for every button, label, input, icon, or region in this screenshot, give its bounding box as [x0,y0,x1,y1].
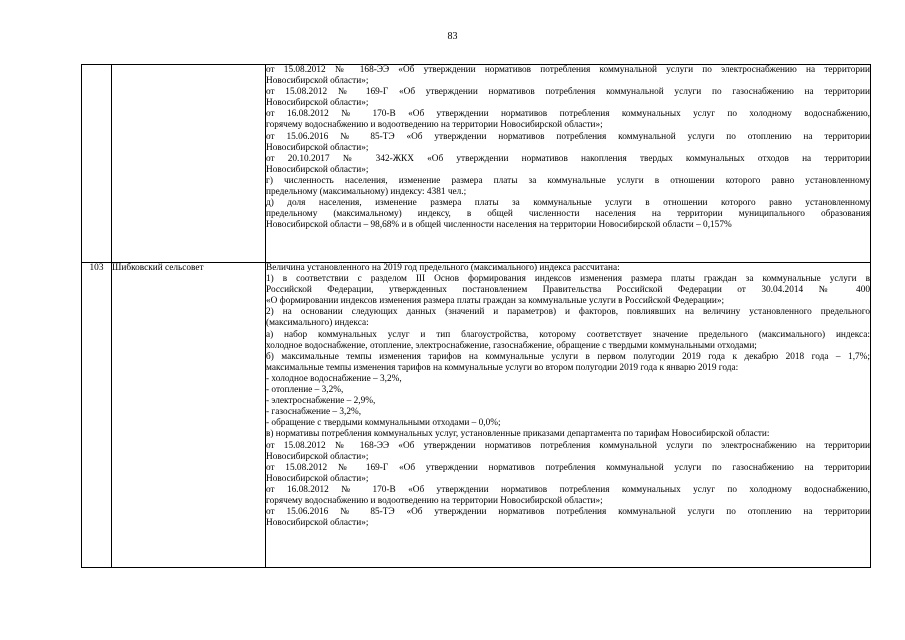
text-line: (максимального) индекса: [266,318,369,329]
table-row [82,263,871,568]
text-line: Российской Федерации, утвержденных постановлением Правительства Российской Федерации от 30.04.2014 № 400 [266,285,870,296]
document-table [81,64,871,568]
text-line: предельному (максимальному) индексу: 4381 чел.; [266,187,467,198]
municipality-name-cell [112,65,266,263]
text-line: от 15.08.2012 № 169-Г «Об утверждении нормативов потребления коммунальной услуги по газоснабжению на территории [266,462,870,473]
text-line: от 15.06.2016 № 85-ТЭ «Об утверждении нормативов потребления коммунальной услуги по отоплению на территории [266,507,870,518]
text-line: горячему водоснабжению и водоотведению на территории Новосибирской области»; [266,120,603,131]
text-line: Новосибирской области»; [266,142,369,153]
text-line: максимальные темпы изменения тарифов на коммунальные услуги во втором полугодии 2019 года к январю 2019 года: [266,362,739,373]
municipality-name-cell: Шибковский сельсовет [112,263,266,568]
row-number-cell [82,65,112,263]
text-line: а) набор коммунальных услуг и тип благоустройства, которому соответствует значение предельного (максимального) индекса: [266,329,870,340]
text-line: от 15.08.2012 № 169-Г «Об утверждении нормативов потребления коммунальной услуги по газоснабжению на территории [266,87,870,98]
text-line: от 15.06.2016 № 85-ТЭ «Об утверждении нормативов потребления коммунальной услуги по отоплению на территории [266,131,870,142]
row-content-cell [266,65,871,263]
text-line: в) нормативы потребления коммунальных услуг, установленные приказами департамента по тарифам Новосибирской области: [266,429,770,440]
text-line: Новосибирской области – 98,68% и в общей численности населения на территории Новосибирской области – 0,157% [266,220,732,231]
text-line: Новосибирской области»; [266,98,369,109]
text-line: Новосибирской области»; [266,76,369,87]
text-line: г) численность населения, изменение размера платы за коммунальные услуги в отношении которого равно установленному [266,175,870,186]
text-line: от 20.10.2017 № 342-ЖКХ «Об утверждении нормативов накопления твердых коммунальных отходов на территории [266,153,870,164]
text-line: от 16.08.2012 № 170-В «Об утверждении нормативов потребления коммунальных услуг по холодному водоснабжению, [266,109,870,120]
text-line: Величина установленного на 2019 год предельного (максимального) индекса рассчитана: [266,263,620,273]
table-row [82,65,871,263]
text-line: холодное водоснабжение, отопление, электроснабжение, газоснабжение, обращение с твердыми коммунальными отходами; [266,340,757,351]
text-line: предельному (максимальному) индексу, в общей численности населения на территории муниципального образования [266,209,870,220]
text-line: - холодное водоснабжение – 3,2%, [266,373,402,384]
text-line: от 15.08.2012 № 168-ЭЭ «Об утверждении нормативов потребления коммунальной услуги по электроснабжению на территории [266,440,870,451]
text-line: - отопление – 3,2%, [266,385,344,396]
text-line: д) доля населения, изменение размера платы за коммунальные услуги в отношении которого равно установленному [266,198,870,209]
text-line: горячему водоснабжению и водоотведению на территории Новосибирской области»; [266,495,603,506]
text-line: 2) на основании следующих данных (значений и параметров) и факторов, повлиявших на величину установленного предельного [266,307,870,318]
text-line: Новосибирской области»; [266,473,369,484]
text-line: «О формировании индексов изменения размера платы граждан за коммунальные услуги в Российской Федерации»; [266,296,725,307]
row-content-cell [266,263,871,568]
text-line: - электроснабжение – 2,9%, [266,396,376,407]
text-line: Новосибирской области»; [266,164,369,175]
text-line: - обращение с твердыми коммунальными отходами – 0,0%; [266,418,501,429]
row-number-cell: 103 [82,263,112,568]
text-line: Новосибирской области»; [266,451,369,462]
text-line: от 16.08.2012 № 170-В «Об утверждении нормативов потребления коммунальных услуг по холодному водоснабжению, [266,484,870,495]
text-line: Новосибирской области»; [266,518,369,529]
text-line: 1) в соответствии с разделом III Основ формирования индексов изменения размера платы граждан за коммунальные услуги в [266,274,870,285]
text-line: б) максимальные темпы изменения тарифов на коммунальные услуги в первом полугодии 2019 года к декабрю 2018 года – 1,7%; [266,351,870,362]
text-line: - газоснабжение – 3,2%, [266,407,362,418]
text-line: от 15.08.2012 № 168-ЭЭ «Об утверждении нормативов потребления коммунальной услуги по электроснабжению на территории [266,65,870,75]
page-number: 83 [447,31,458,42]
